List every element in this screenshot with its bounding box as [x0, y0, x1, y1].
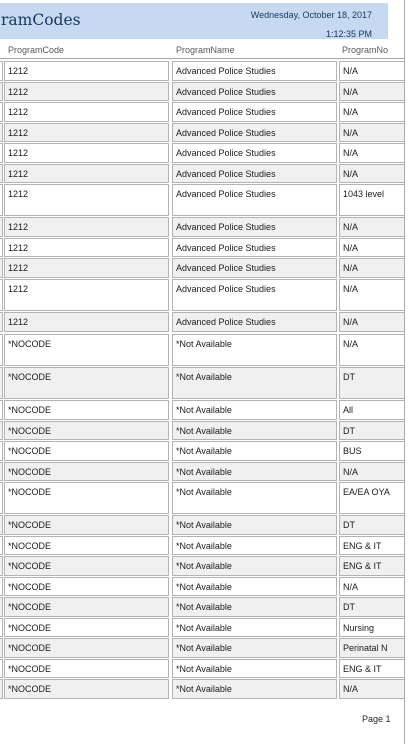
row-selector-cell: [0, 482, 3, 514]
program-name-cell: Advanced Police Studies: [172, 82, 337, 101]
row-selector-cell: [0, 82, 3, 101]
program-code-cell: 1212: [4, 258, 169, 278]
row-selector-cell: [0, 597, 3, 617]
program-name-cell: Advanced Police Studies: [172, 312, 337, 332]
table-row: [0, 334, 404, 366]
report-title: ramCodes: [1, 11, 81, 29]
program-name-cell: *Not Available: [172, 597, 337, 617]
table-row: [0, 400, 404, 420]
program-name-cell: *Not Available: [172, 638, 337, 658]
program-code-cell: *NOCODE: [4, 441, 169, 461]
program-name-cell: *Not Available: [172, 515, 337, 535]
program-notes-cell: N/A: [339, 82, 404, 101]
table-row: [0, 102, 404, 122]
table-row: [0, 556, 404, 576]
program-name-cell: *Not Available: [172, 400, 337, 420]
table-row: [0, 367, 404, 399]
row-selector-cell: [0, 184, 3, 216]
program-name-cell: *Not Available: [172, 536, 337, 555]
program-notes-cell: N/A: [339, 102, 404, 122]
row-selector-cell: [0, 400, 3, 420]
row-selector-cell: [0, 462, 3, 481]
table-row: [0, 258, 404, 278]
program-notes-cell: N/A: [339, 123, 404, 142]
table-row: [0, 238, 404, 257]
row-selector-cell: [0, 659, 3, 678]
program-notes-cell: DT: [339, 515, 404, 535]
program-code-cell: 1212: [4, 279, 169, 311]
program-code-cell: *NOCODE: [4, 421, 169, 440]
program-notes-cell: N/A: [339, 462, 404, 481]
program-notes-cell: N/A: [339, 258, 404, 278]
table-row: [0, 279, 404, 311]
row-selector-cell: [0, 312, 3, 332]
program-notes-cell: BUS: [339, 441, 404, 461]
row-selector-cell: [0, 217, 3, 237]
program-name-cell: Advanced Police Studies: [172, 217, 337, 237]
program-notes-cell: Perinatal N: [339, 638, 404, 658]
program-notes-cell: DT: [339, 367, 404, 399]
page-edge: [404, 0, 410, 744]
report-date: Wednesday, October 18, 2017: [250, 10, 372, 20]
table-row: [0, 482, 404, 514]
program-code-cell: 1212: [4, 143, 169, 163]
row-selector-cell: [0, 638, 3, 658]
table-row: [0, 462, 404, 481]
program-notes-cell: Nursing: [339, 618, 404, 637]
program-code-cell: 1212: [4, 238, 169, 257]
program-code-cell: *NOCODE: [4, 482, 169, 514]
program-notes-cell: N/A: [339, 217, 404, 237]
table-row: [0, 577, 404, 596]
program-notes-cell: All: [339, 400, 404, 420]
program-code-cell: *NOCODE: [4, 679, 169, 699]
program-name-cell: *Not Available: [172, 659, 337, 678]
program-name-cell: Advanced Police Studies: [172, 238, 337, 257]
table-row: [0, 61, 404, 81]
row-selector-cell: [0, 279, 3, 311]
program-code-cell: *NOCODE: [4, 367, 169, 399]
program-code-cell: 1212: [4, 102, 169, 122]
row-selector-cell: [0, 164, 3, 183]
program-code-cell: 1212: [4, 217, 169, 237]
program-name-cell: *Not Available: [172, 482, 337, 514]
program-notes-cell: N/A: [339, 334, 404, 366]
program-name-cell: *Not Available: [172, 556, 337, 576]
program-notes-cell: ENG & IT: [339, 536, 404, 555]
program-notes-cell: EA/EA OYA: [339, 482, 404, 514]
program-notes-cell: N/A: [339, 143, 404, 163]
row-selector-cell: [0, 515, 3, 535]
program-notes-cell: N/A: [339, 238, 404, 257]
column-header-rule: [0, 58, 404, 59]
program-notes-cell: ENG & IT: [339, 556, 404, 576]
row-selector-cell: [0, 421, 3, 440]
program-notes-cell: N/A: [339, 312, 404, 332]
program-name-cell: *Not Available: [172, 421, 337, 440]
table-row: [0, 143, 404, 163]
column-header-program-notes: ProgramNo: [342, 45, 389, 55]
row-selector-cell: [0, 238, 3, 257]
program-notes-cell: N/A: [339, 61, 404, 81]
program-notes-cell: DT: [339, 597, 404, 617]
program-name-cell: *Not Available: [172, 462, 337, 481]
program-code-cell: 1212: [4, 184, 169, 216]
row-selector-cell: [0, 61, 3, 81]
table-row: [0, 618, 404, 637]
row-selector-cell: [0, 367, 3, 399]
program-code-cell: *NOCODE: [4, 618, 169, 637]
program-code-cell: *NOCODE: [4, 462, 169, 481]
page-number: Page 1: [362, 714, 391, 724]
program-notes-cell: N/A: [339, 164, 404, 183]
program-notes-cell: ENG & IT: [339, 659, 404, 678]
table-row: [0, 536, 404, 555]
program-code-cell: *NOCODE: [4, 536, 169, 555]
table-row: [0, 679, 404, 699]
table-row: [0, 217, 404, 237]
program-name-cell: Advanced Police Studies: [172, 279, 337, 311]
program-name-cell: Advanced Police Studies: [172, 164, 337, 183]
row-selector-cell: [0, 334, 3, 366]
program-notes-cell: DT: [339, 421, 404, 440]
row-selector-cell: [0, 102, 3, 122]
table-row: [0, 659, 404, 678]
program-name-cell: *Not Available: [172, 441, 337, 461]
program-code-cell: *NOCODE: [4, 659, 169, 678]
row-selector-cell: [0, 536, 3, 555]
row-selector-cell: [0, 577, 3, 596]
program-name-cell: *Not Available: [172, 577, 337, 596]
program-code-cell: 1212: [4, 82, 169, 101]
program-code-cell: 1212: [4, 164, 169, 183]
program-name-cell: Advanced Police Studies: [172, 61, 337, 81]
table-row: [0, 597, 404, 617]
table-row: [0, 421, 404, 440]
row-selector-cell: [0, 618, 3, 637]
program-notes-cell: N/A: [339, 279, 404, 311]
report-time: 1:12:35 PM: [325, 29, 372, 39]
program-code-cell: *NOCODE: [4, 638, 169, 658]
table-row: [0, 515, 404, 535]
program-notes-cell: 1043 level: [339, 184, 404, 216]
table-row: [0, 184, 404, 216]
program-code-cell: *NOCODE: [4, 577, 169, 596]
program-notes-cell: N/A: [339, 577, 404, 596]
program-name-cell: *Not Available: [172, 618, 337, 637]
program-code-cell: *NOCODE: [4, 597, 169, 617]
table-row: [0, 123, 404, 142]
program-code-cell: 1212: [4, 123, 169, 142]
program-name-cell: Advanced Police Studies: [172, 184, 337, 216]
row-selector-cell: [0, 556, 3, 576]
program-name-cell: Advanced Police Studies: [172, 102, 337, 122]
program-name-cell: Advanced Police Studies: [172, 258, 337, 278]
program-code-cell: *NOCODE: [4, 515, 169, 535]
row-selector-cell: [0, 441, 3, 461]
column-header-program-code: ProgramCode: [8, 45, 65, 55]
program-notes-cell: N/A: [339, 679, 404, 699]
program-name-cell: *Not Available: [172, 679, 337, 699]
table-row: [0, 638, 404, 658]
table-row: [0, 441, 404, 461]
program-code-cell: 1212: [4, 312, 169, 332]
row-selector-cell: [0, 123, 3, 142]
table-row: [0, 312, 404, 332]
program-code-cell: *NOCODE: [4, 400, 169, 420]
program-name-cell: Advanced Police Studies: [172, 123, 337, 142]
column-header-program-name: ProgramName: [176, 45, 235, 55]
row-selector-cell: [0, 679, 3, 699]
program-name-cell: *Not Available: [172, 367, 337, 399]
program-name-cell: Advanced Police Studies: [172, 143, 337, 163]
program-code-cell: *NOCODE: [4, 556, 169, 576]
row-selector-cell: [0, 258, 3, 278]
row-selector-cell: [0, 143, 3, 163]
program-name-cell: *Not Available: [172, 334, 337, 366]
program-code-cell: *NOCODE: [4, 334, 169, 366]
program-code-cell: 1212: [4, 61, 169, 81]
table-row: [0, 164, 404, 183]
table-row: [0, 82, 404, 101]
report-header: [0, 3, 388, 39]
